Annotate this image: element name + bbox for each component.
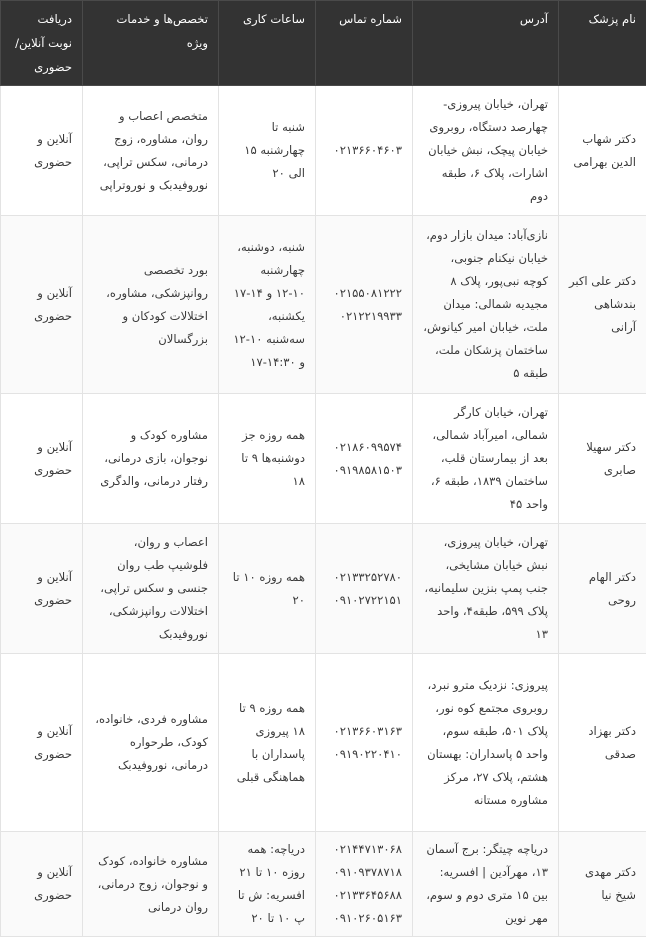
- hours-cell: همه روزه جز دوشنبه‌ها ۹ تا ۱۸: [219, 394, 316, 524]
- doctor-name-cell: دکتر سهیلا صابری: [559, 394, 646, 524]
- header-specialties: تخصص‌ها و خدمات ویژه: [83, 1, 219, 86]
- hours-cell: شنبه، دوشنبه، چهارشنبه ۱۰-۱۲ و ۱۴-۱۷ یکشنبه، سه‌شنبه ۱۰-۱۲ و ۱۴:۳۰-۱۷: [219, 216, 316, 394]
- header-address: آدرس: [413, 1, 559, 86]
- phone-number[interactable]: ۰۹۱۰۲۶۰۵۱۶۳: [333, 911, 402, 925]
- appointment-cell: آنلاین و حضوری: [1, 832, 83, 937]
- phone-number[interactable]: ۰۲۱۳۶۶۰۴۶۰۳: [333, 143, 402, 157]
- doctor-name-cell: دکتر بهزاد صدقی: [559, 654, 646, 832]
- appointment-cell: آنلاین و حضوری: [1, 524, 83, 654]
- appointment-cell: آنلاین و حضوری: [1, 394, 83, 524]
- phone-number[interactable]: ۰۹۱۹۰۲۲۰۴۱۰: [333, 746, 402, 761]
- phone-number[interactable]: ۰۹۱۰۹۳۷۸۷۱۸: [333, 865, 402, 879]
- header-working-hours: ساعات کاری: [219, 1, 316, 86]
- appointment-cell: آنلاین و حضوری: [1, 654, 83, 832]
- address-cell: دریاچه چیتگر: برج آسمان ۱۳، مهرآدین | افسریه: بین ۱۵ متری دوم و سوم، مهر نوین: [413, 832, 559, 937]
- doctor-name-cell: دکتر مهدی شیخ نیا: [559, 832, 646, 937]
- specialties-cell: بورد تخصصی روانپزشکی، مشاوره، اختلالات کودکان و بزرگسالان: [83, 216, 219, 394]
- doctor-name-cell: دکتر شهاب الدین بهرامی: [559, 86, 646, 216]
- specialties-cell: متخصص اعصاب و روان، مشاوره، زوج درمانی، سکس تراپی، نوروفیدبک و نوروتراپی: [83, 86, 219, 216]
- appointment-cell: آنلاین و حضوری: [1, 86, 83, 216]
- phone-number[interactable]: ۰۲۱۴۴۷۱۳۰۶۸: [333, 842, 402, 856]
- address-cell: پیروزی: نزدیک مترو نبرد، روبروی مجتمع کوه نور، پلاک ۵۰۱، طبقه سوم، واحد ۵ پاسداران: بهستان هشتم، پلاک ۲۷، مرکز مشاوره مستانه: [413, 654, 559, 832]
- hours-cell: دریاچه: همه روزه ۱۰ تا ۲۱ افسریه: ش تا پ ۱۰ تا ۲۰: [219, 832, 316, 937]
- phone-number[interactable]: ۰۲۱۳۳۶۴۵۶۸۸: [333, 888, 402, 902]
- header-doctor-name: نام پزشک: [559, 1, 646, 86]
- table-row: [1, 394, 646, 524]
- phone-cell: [316, 86, 413, 216]
- phone-number[interactable]: ۰۹۱۹۸۵۸۱۵۰۳: [333, 462, 402, 477]
- phone-number[interactable]: ۰۲۱۲۲۱۹۹۳۳: [339, 308, 402, 323]
- phone-number[interactable]: ۰۲۱۸۶۰۹۹۵۷۴: [333, 439, 402, 454]
- doctor-name-cell: دکتر الهام روحی: [559, 524, 646, 654]
- specialties-cell: اعصاب و روان، فلوشیپ طب روان جنسی و سکس تراپی، اختلالات روانپزشکی، نوروفیدبک: [83, 524, 219, 654]
- header-appointment: دریافت نوبت آنلاین/ حضوری: [1, 1, 83, 86]
- address-cell: تهران، خیابان پیروزی- چهارصد دستگاه، روبروی خیابان پیچک، نبش خیابان اشارات، پلاک ۶، طبقه دوم: [413, 86, 559, 216]
- phone-number[interactable]: ۰۲۱۵۵۰۸۱۲۲۲: [333, 285, 402, 300]
- table-row: [1, 216, 646, 394]
- phone-cell: [316, 524, 413, 654]
- table-row: [1, 86, 646, 216]
- address-cell: نازی‌آباد: میدان بازار دوم، خیابان نیکنام جنوبی، کوچه نبی‌پور، پلاک ۸ مجیدیه شمالی: میدان ملت، خیابان امیر کیانوش، ساختمان پزشکان ملت، طبقه ۵: [413, 216, 559, 394]
- specialties-cell: مشاوره فردی، خانواده، کودک، طرحواره درمانی، نوروفیدبک: [83, 654, 219, 832]
- doctor-name-cell: دکتر علی اکبر بندشاهی آرانی: [559, 216, 646, 394]
- phone-number[interactable]: ۰۹۱۰۲۷۲۲۱۵۱: [333, 592, 402, 607]
- table-row: [1, 654, 646, 832]
- header-phone: شماره تماس: [316, 1, 413, 86]
- table-row: [1, 832, 646, 937]
- appointment-cell: آنلاین و حضوری: [1, 216, 83, 394]
- phone-cell: [316, 654, 413, 832]
- hours-cell: همه روزه ۹ تا ۱۸ پیروزی پاسداران با هماهنگی قبلی: [219, 654, 316, 832]
- hours-cell: همه روزه ۱۰ تا ۲۰: [219, 524, 316, 654]
- table-row: [1, 524, 646, 654]
- phone-cell: [316, 832, 413, 937]
- address-cell: تهران، خیابان پیروزی، نبش خیابان مشایخی، جنب پمپ بنزین سلیمانیه، پلاک ۵۹۹، طبقه۴، واحد ۱۳: [413, 524, 559, 654]
- specialties-cell: مشاوره خانواده، کودک و نوجوان، زوج درمانی، روان درمانی: [83, 832, 219, 937]
- phone-number[interactable]: ۰۲۱۳۶۶۰۳۱۶۳: [333, 723, 402, 738]
- phone-cell: [316, 216, 413, 394]
- specialties-cell: مشاوره کودک و نوجوان، بازی درمانی، رفتار درمانی، والدگری: [83, 394, 219, 524]
- address-cell: تهران، خیابان کارگر شمالی، امیرآباد شمالی، بعد از بیمارستان قلب، ساختمان ۱۸۳۹، طبقه ۶، واحد ۴۵: [413, 394, 559, 524]
- phone-number[interactable]: ۰۲۱۳۳۲۵۲۷۸۰: [333, 569, 402, 584]
- hours-cell: شنبه تا چهارشنبه ۱۵ الی ۲۰: [219, 86, 316, 216]
- phone-cell: [316, 394, 413, 524]
- table-header-row: [1, 1, 646, 86]
